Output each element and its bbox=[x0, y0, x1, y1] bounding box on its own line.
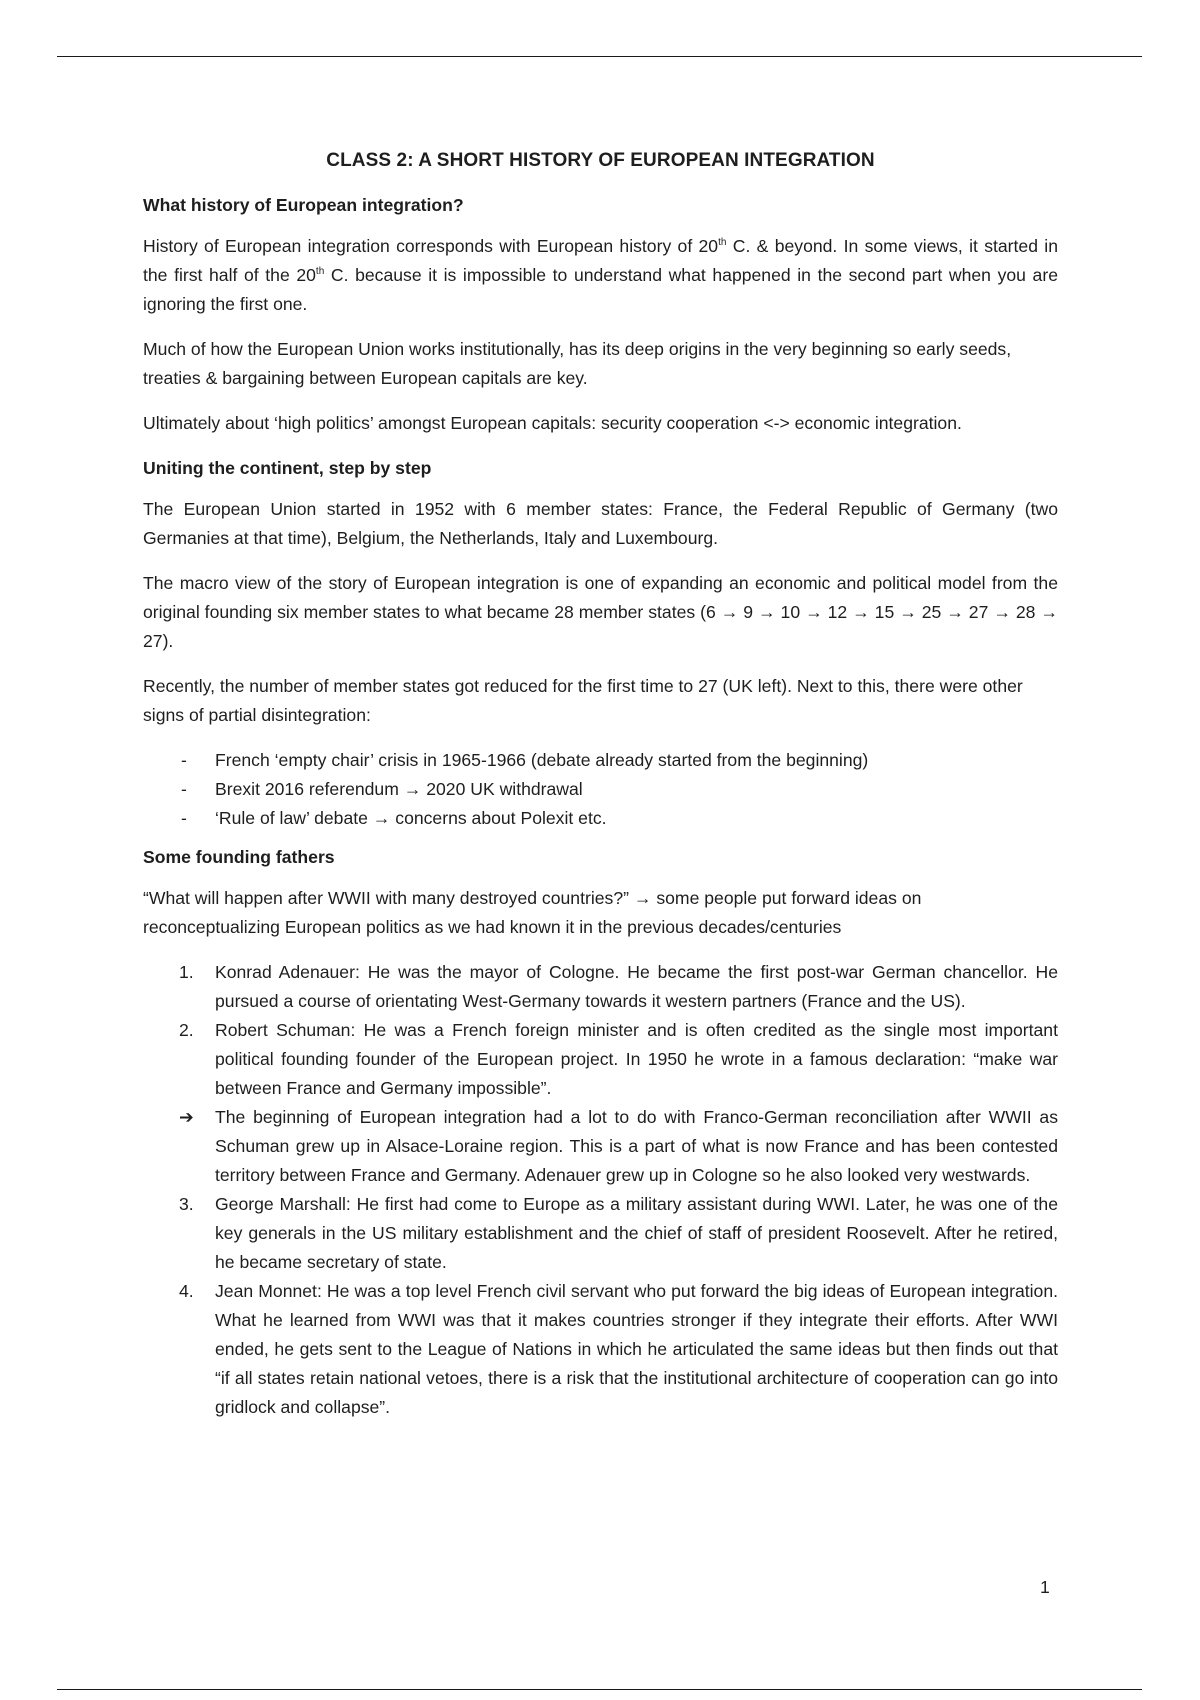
list-item: ➔ The beginning of European integration had a lot to do with Franco-German reconciliation after WWII as Schuman grew up in Alsace-Loraine region. This is a part of what is now France and has been contested territory between France and Germany. Adenauer grew up in Cologne so he also looked very westwards. bbox=[143, 1103, 1058, 1190]
paragraph: The macro view of the story of European integration is one of expanding an economic and political model from the original founding six member states to what became 28 member states (6 → 9 → 10 → 12 → 15 → 25 → 27 → 28 → 27). bbox=[143, 573, 1058, 651]
paragraph: Ultimately about ‘high politics’ amongst European capitals: security cooperation <-> economic integration. bbox=[143, 413, 962, 433]
page-content bbox=[143, 146, 1058, 1422]
dash-marker: - bbox=[181, 808, 187, 828]
footer-rule bbox=[57, 1689, 1142, 1690]
arrow-icon: ➔ bbox=[179, 1107, 194, 1127]
section-heading: What history of European integration? bbox=[143, 195, 464, 215]
list-item: 3. George Marshall: He first had come to Europe as a military assistant during WWI. Later, he was one of the key generals in the US military establishment and the chief of staff of president Roosevelt. After he retired, he became secretary of state. bbox=[143, 1190, 1058, 1277]
list-item: - French ‘empty chair’ crisis in 1965-1966 (debate already started from the beginning) bbox=[143, 746, 1058, 775]
header-rule bbox=[57, 56, 1142, 57]
bullet-list bbox=[143, 746, 1058, 833]
list-number: 3. bbox=[179, 1194, 194, 1214]
paragraph: The European Union started in 1952 with 6 member states: France, the Federal Republic of Germany (two Germanies at that time), Belgium, the Netherlands, Italy and Luxembourg. bbox=[143, 499, 1058, 548]
dash-marker: - bbox=[181, 779, 187, 799]
list-number: 2. bbox=[179, 1020, 194, 1040]
list-item: 2. Robert Schuman: He was a French foreign minister and is often credited as the single most important political founding founder of the European project. In 1950 he wrote in a famous declaration: “make war between France and Germany impossible”. bbox=[143, 1016, 1058, 1103]
list-item: 1. Konrad Adenauer: He was the mayor of Cologne. He became the first post-war German chancellor. He pursued a course of orientating West-Germany towards it western partners (France and the US). bbox=[143, 958, 1058, 1016]
paragraph: “What will happen after WWII with many destroyed countries?” → some people put forward ideas on reconceptualizing European politics as we had known it in the previous decades/centuries bbox=[143, 888, 922, 937]
page-number: 1 bbox=[1040, 1577, 1050, 1597]
paragraph: Much of how the European Union works institutionally, has its deep origins in the very beginning so early seeds, treaties & bargaining between European capitals are key. bbox=[143, 339, 1012, 388]
numbered-list bbox=[143, 958, 1058, 1422]
list-number: 1. bbox=[179, 962, 194, 982]
list-number: 4. bbox=[179, 1281, 194, 1301]
paragraph: Recently, the number of member states got reduced for the first time to 27 (UK left). Next to this, there were other signs of partial disintegration: bbox=[143, 676, 1023, 725]
section-heading: Some founding fathers bbox=[143, 847, 335, 867]
list-item: - ‘Rule of law’ debate → concerns about Polexit etc. bbox=[143, 804, 1058, 833]
list-item: - Brexit 2016 referendum → 2020 UK withdrawal bbox=[143, 775, 1058, 804]
paragraph: History of European integration corresponds with European history of 20th C. & beyond. In some views, it started in the first half of the 20th C. because it is impossible to understand what happened in the second part when you are ignoring the first one. bbox=[143, 236, 1058, 314]
dash-marker: - bbox=[181, 750, 187, 770]
section-heading: Uniting the continent, step by step bbox=[143, 458, 432, 478]
document-title: CLASS 2: A SHORT HISTORY OF EUROPEAN INTEGRATION bbox=[326, 150, 875, 171]
list-item: 4. Jean Monnet: He was a top level French civil servant who put forward the big ideas of European integration. What he learned from WWI was that it makes countries stronger if they integrate their efforts. After WWI ended, he gets sent to the League of Nations in which he articulated the same ideas but then finds out that “if all states retain national vetoes, there is a risk that the institutional architecture of cooperation can go into gridlock and collapse”. bbox=[143, 1277, 1058, 1422]
